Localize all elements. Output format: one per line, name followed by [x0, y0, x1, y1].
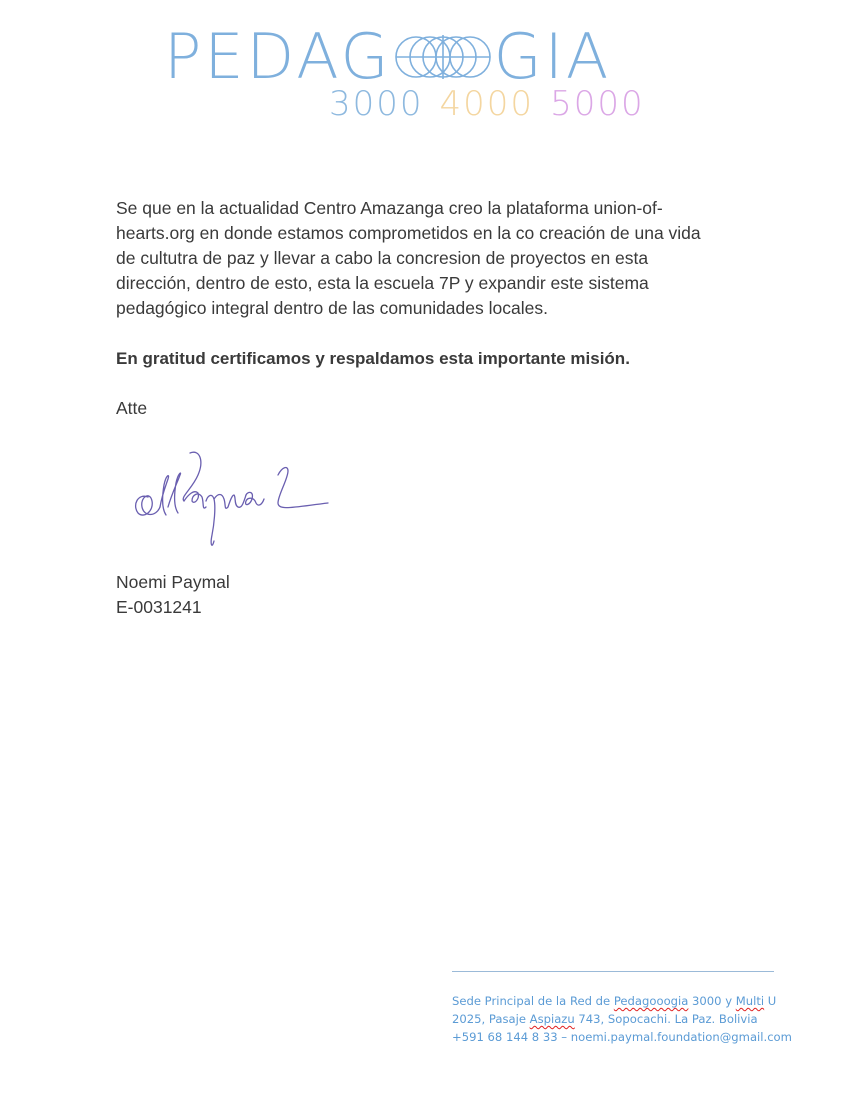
footer-text: Sede Principal de la Red de — [452, 994, 614, 1008]
logo-wordmark — [164, 22, 611, 92]
letter-body — [116, 196, 766, 321]
paragraph-line: pedagógico integral dentro de las comunidades locales. — [116, 298, 548, 318]
footer-text: 2025, Pasaje — [452, 1012, 530, 1026]
logo-word-right: GIA — [493, 20, 612, 93]
paragraph-line: dirección, dentro de esto, esta la escuela 7P y expandir este sistema — [116, 273, 649, 293]
signer-id: E-0031241 — [116, 597, 202, 617]
paragraph-line: de cultutra de paz y llevar a cabo la concresion de proyectos en esta — [116, 248, 649, 268]
footer — [452, 992, 852, 1046]
footer-text: 3000 y — [688, 994, 736, 1008]
logo-number-4000: 4000 — [439, 84, 535, 124]
logo-number-5000: 5000 — [550, 84, 645, 124]
signature-icon — [128, 445, 338, 555]
footer-text: U — [764, 994, 777, 1008]
logo — [164, 22, 704, 122]
signer-block — [116, 570, 230, 620]
logo-word-left: PEDAG — [164, 20, 392, 93]
paragraph-line: hearts.org en donde estamos comprometidos en la co creación de una vida — [116, 223, 701, 243]
footer-text-misspelled: Aspiazu — [529, 1012, 575, 1026]
footer-line-2 — [452, 1010, 852, 1028]
signer-name: Noemi Paymal — [116, 572, 230, 592]
bold-statement: En gratitud certificamos y respaldamos esta importante misión. — [116, 349, 630, 368]
logo-circles-icon — [394, 27, 492, 87]
footer-divider — [452, 971, 774, 972]
footer-text-misspelled: Multi — [735, 994, 765, 1008]
logo-number-3000: 3000 — [329, 84, 424, 124]
closing: Atte — [116, 398, 148, 418]
footer-text: 743, Sopocachi. La Paz. Bolivia — [574, 1012, 758, 1026]
footer-text-misspelled: Pedagooogia — [613, 994, 689, 1008]
footer-line-1 — [452, 992, 852, 1010]
logo-numbers — [329, 84, 645, 124]
paragraph-line: Se que en la actualidad Centro Amazanga creo la plataforma union-of- — [116, 198, 663, 218]
footer-contact: +591 68 144 8 33 – noemi.paymal.foundation@gmail.com — [452, 1030, 792, 1044]
